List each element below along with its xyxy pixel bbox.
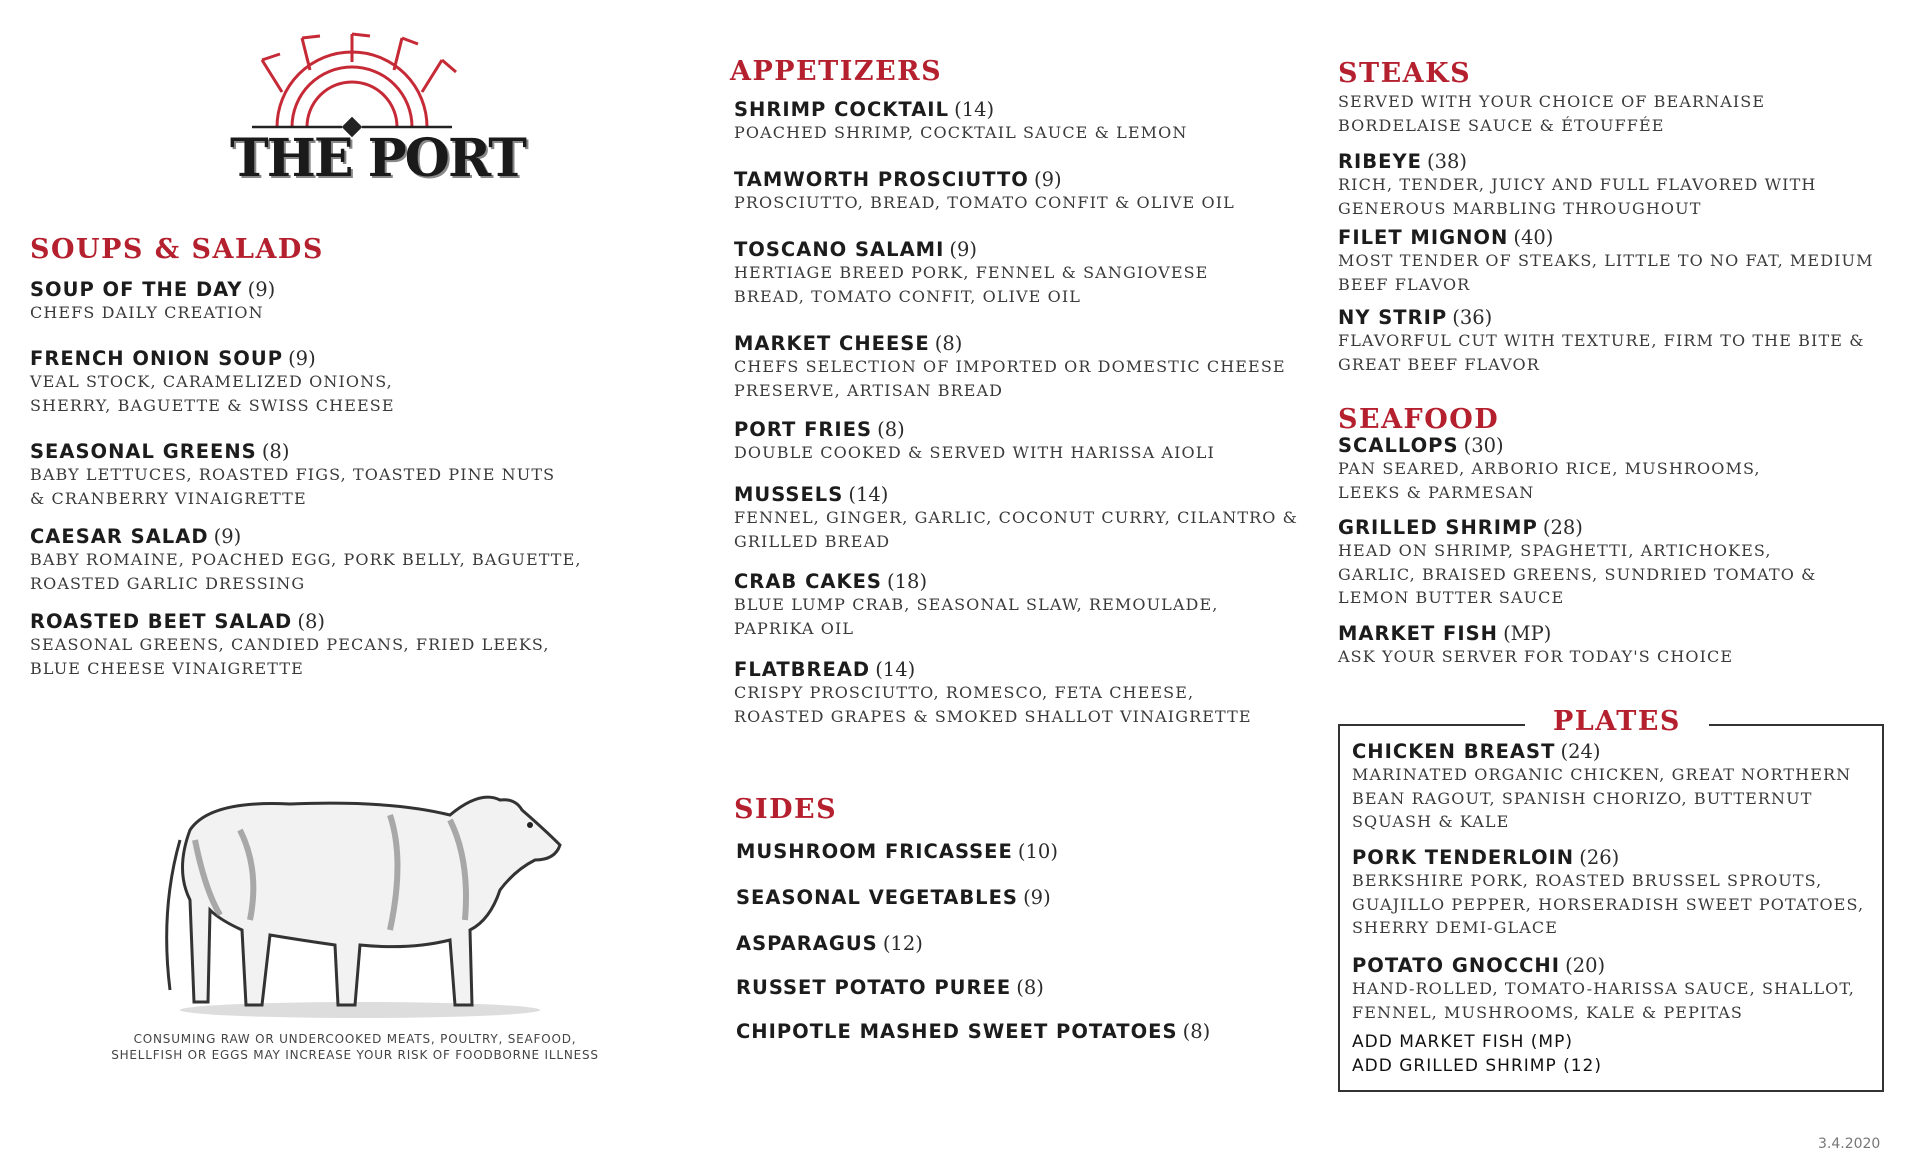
- item-description: [1338, 457, 1761, 504]
- menu-item: [734, 238, 1208, 308]
- item-price: (8): [877, 418, 905, 441]
- item-description-line: BREAD, TOMATO CONFIT, OLIVE OIL: [734, 286, 1082, 306]
- item-description-line: PROSCIUTTO, BREAD, TOMATO CONFIT & OLIVE OIL: [734, 193, 1235, 212]
- item-description-line: BLUE CHEESE VINAIGRETTE: [30, 658, 304, 678]
- item-name: RIBEYE: [1338, 150, 1422, 173]
- item-price: (8): [934, 332, 963, 355]
- logo-text: THE PORT: [230, 128, 525, 189]
- item-price: (8): [297, 610, 325, 633]
- item-description-line: MARINATED ORGANIC CHICKEN, GREAT NORTHERN: [1352, 765, 1852, 784]
- health-disclaimer: [70, 1031, 640, 1063]
- item-price: (8): [1016, 976, 1044, 999]
- item-description-line: DOUBLE COOKED & SERVED WITH HARISSA AIOLI: [734, 443, 1215, 462]
- item-description: [734, 261, 1208, 308]
- menu-item: [736, 932, 923, 955]
- addon-grilled-shrimp: ADD GRILLED SHRIMP (12): [1352, 1056, 1603, 1076]
- item-description: [1352, 977, 1855, 1024]
- item-name: SEASONAL GREENS: [30, 440, 257, 463]
- item-description-line: BEAN RAGOUT, SPANISH CHORIZO, BUTTERNUT: [1352, 788, 1813, 808]
- steaks-intro: [1338, 90, 1765, 137]
- section-title-plates: PLATES: [1553, 706, 1681, 737]
- item-description-line: GENEROUS MARBLING THROUGHOUT: [1338, 198, 1702, 218]
- item-price: (9): [949, 238, 978, 261]
- item-name: SHRIMP COCKTAIL: [734, 98, 949, 121]
- item-description-line: CHEFS SELECTION OF IMPORTED OR DOMESTIC CHEESE: [734, 357, 1286, 376]
- item-description-line: FENNEL, MUSHROOMS, KALE & PEPITAS: [1352, 1002, 1743, 1022]
- item-name: CHIPOTLE MASHED SWEET POTATOES: [736, 1020, 1178, 1043]
- item-name: MARKET FISH: [1338, 622, 1498, 645]
- item-description-line: ROASTED GRAPES & SMOKED SHALLOT VINAIGRETTE: [734, 706, 1252, 726]
- item-description: [30, 548, 582, 595]
- item-description-line: HAND-ROLLED, TOMATO-HARISSA SAUCE, SHALLOT,: [1352, 979, 1855, 998]
- menu-item: [1338, 516, 1816, 610]
- item-price: (40): [1513, 226, 1554, 249]
- item-price: (14): [875, 658, 916, 681]
- item-description-line: SQUASH & KALE: [1352, 812, 1510, 831]
- item-price: (10): [1017, 840, 1058, 863]
- menu-item: [30, 525, 582, 595]
- item-description: [734, 593, 1218, 640]
- menu-item: [30, 440, 555, 510]
- item-description: [1338, 329, 1865, 376]
- disclaimer-line: SHELLFISH OR EGGS MAY INCREASE YOUR RISK OF FOODBORNE ILLNESS: [111, 1048, 599, 1062]
- menu-item: [736, 840, 1058, 863]
- menu-item: [1338, 306, 1865, 376]
- item-description: [734, 191, 1235, 215]
- item-price: (38): [1427, 150, 1468, 173]
- menu-item: [734, 483, 1298, 553]
- item-description-line: ROASTED GARLIC DRESSING: [30, 573, 306, 593]
- item-name: MUSSELS: [734, 483, 844, 506]
- item-description-line: BERKSHIRE PORK, ROASTED BRUSSEL SPROUTS,: [1352, 871, 1823, 890]
- item-description-line: ASK YOUR SERVER FOR TODAY'S CHOICE: [1338, 647, 1734, 666]
- menu-item: [1352, 846, 1864, 940]
- item-description-line: GRILLED BREAD: [734, 531, 891, 551]
- item-name: FLATBREAD: [734, 658, 871, 681]
- item-description-line: GARLIC, BRAISED GREENS, SUNDRIED TOMATO &: [1338, 564, 1817, 584]
- item-price: (18): [887, 570, 928, 593]
- item-description-line: BLUE LUMP CRAB, SEASONAL SLAW, REMOULADE,: [734, 595, 1219, 614]
- item-description-line: SHERRY DEMI-GLACE: [1352, 918, 1559, 937]
- item-description-line: PAPRIKA OIL: [734, 618, 855, 638]
- menu-item: [30, 610, 550, 680]
- item-name: CHICKEN BREAST: [1352, 740, 1556, 763]
- item-price: (24): [1560, 740, 1601, 763]
- cow-illustration: [150, 770, 570, 1024]
- addon-market-fish: ADD MARKET FISH (MP): [1352, 1032, 1573, 1052]
- item-description-line: BABY LETTUCES, ROASTED FIGS, TOASTED PINE NUTS: [30, 465, 556, 484]
- item-name: ROASTED BEET SALAD: [30, 610, 293, 633]
- section-title-steaks: STEAKS: [1338, 58, 1472, 89]
- menu-item: [734, 570, 1218, 640]
- item-price: (36): [1452, 306, 1493, 329]
- item-description: [30, 370, 395, 417]
- steaks-intro-line: SERVED WITH YOUR CHOICE OF BEARNAISE: [1338, 92, 1766, 111]
- item-name: TOSCANO SALAMI: [734, 238, 945, 261]
- item-description-line: CHEFS DAILY CREATION: [30, 303, 264, 322]
- menu-item: [30, 347, 395, 417]
- menu-item: [1338, 434, 1761, 504]
- item-price: (9): [1023, 886, 1051, 909]
- item-description-line: HERTIAGE BREED PORK, FENNEL & SANGIOVESE: [734, 263, 1209, 282]
- menu-item: [1338, 150, 1816, 220]
- item-name: CAESAR SALAD: [30, 525, 209, 548]
- item-name: CRAB CAKES: [734, 570, 882, 593]
- item-description: [1338, 539, 1816, 610]
- menu-item: [734, 332, 1286, 402]
- item-price: (8): [261, 440, 290, 463]
- item-price: (26): [1579, 846, 1620, 869]
- item-description-line: BABY ROMAINE, POACHED EGG, PORK BELLY, BAGUETTE,: [30, 550, 582, 569]
- menu-item: [1352, 740, 1851, 834]
- item-description: [734, 506, 1298, 553]
- item-name: FRENCH ONION SOUP: [30, 347, 283, 370]
- item-description: [734, 355, 1286, 402]
- item-description-line: SHERRY, BAGUETTE & SWISS CHEESE: [30, 395, 395, 415]
- item-description-line: MOST TENDER OF STEAKS, LITTLE TO NO FAT, MEDIUM: [1338, 251, 1874, 270]
- item-description: [1352, 869, 1864, 940]
- item-name: SEASONAL VEGETABLES: [736, 886, 1018, 909]
- steaks-intro-line: BORDELAISE SAUCE & ÉTOUFFÉE: [1338, 115, 1665, 135]
- plates-title-wrap: [1525, 708, 1709, 735]
- item-price: (8): [1182, 1020, 1211, 1043]
- seafood-section: [1338, 406, 1499, 433]
- item-description-line: CRISPY PROSCIUTTO, ROMESCO, FETA CHEESE,: [734, 683, 1195, 702]
- disclaimer-line: CONSUMING RAW OR UNDERCOOKED MEATS, POULTRY, SEAFOOD,: [133, 1032, 577, 1046]
- item-description-line: HEAD ON SHRIMP, SPAGHETTI, ARTICHOKES,: [1338, 541, 1772, 560]
- item-price: (20): [1565, 954, 1606, 977]
- item-description-line: GREAT BEEF FLAVOR: [1338, 354, 1540, 374]
- item-name: MARKET CHEESE: [734, 332, 930, 355]
- section-title-appetizers: APPETIZERS: [730, 56, 943, 87]
- item-description: [1338, 173, 1816, 220]
- item-price: (9): [247, 278, 276, 301]
- item-price: (9): [1033, 168, 1062, 191]
- section-title-sides: SIDES: [734, 794, 838, 825]
- menu-item: [736, 976, 1044, 999]
- item-description-line: LEEKS & PARMESAN: [1338, 482, 1535, 502]
- item-description: [734, 441, 1215, 465]
- item-description-line: LEMON BUTTER SAUCE: [1338, 588, 1565, 607]
- item-name: RUSSET POTATO PUREE: [736, 976, 1012, 999]
- item-name: NY STRIP: [1338, 306, 1448, 329]
- item-name: ASPARAGUS: [736, 932, 878, 955]
- section-title-seafood: SEAFOOD: [1338, 404, 1500, 435]
- item-description-line: RICH, TENDER, JUICY AND FULL FLAVORED WITH: [1338, 175, 1817, 194]
- bull-icon: [150, 770, 570, 1020]
- item-description: [1352, 763, 1851, 834]
- item-name: GRILLED SHRIMP: [1338, 516, 1538, 539]
- item-price: (14): [848, 483, 889, 506]
- item-description-line: SEASONAL GREENS, CANDIED PECANS, FRIED LEEKS,: [30, 635, 550, 654]
- item-description: [30, 633, 550, 680]
- sides-section: [734, 796, 837, 823]
- item-name: FILET MIGNON: [1338, 226, 1509, 249]
- item-price: (12): [882, 932, 923, 955]
- item-price: (9): [288, 347, 316, 370]
- item-name: POTATO GNOCCHI: [1352, 954, 1561, 977]
- plates-addons: [1352, 1030, 1602, 1078]
- item-description-line: BEEF FLAVOR: [1338, 274, 1471, 294]
- appetizers-section: [730, 58, 942, 85]
- menu-date: 3.4.2020: [1818, 1136, 1881, 1152]
- menu-item: [736, 886, 1051, 909]
- item-description: [1338, 249, 1874, 296]
- item-description-line: GUAJILLO PEPPER, HORSERADISH SWEET POTATOES,: [1352, 894, 1865, 914]
- menu-item: [1338, 226, 1874, 296]
- item-description-line: POACHED SHRIMP, COCKTAIL SAUCE & LEMON: [734, 123, 1188, 142]
- item-description: [30, 301, 275, 325]
- item-description-line: FLAVORFUL CUT WITH TEXTURE, FIRM TO THE BITE &: [1338, 331, 1865, 350]
- item-description: [30, 463, 555, 510]
- item-name: PORT FRIES: [734, 418, 873, 441]
- menu-item: [736, 1020, 1210, 1043]
- menu-item: [734, 98, 1187, 145]
- item-name: PORK TENDERLOIN: [1352, 846, 1575, 869]
- menu-item: [30, 278, 275, 325]
- menu-item: [1338, 622, 1733, 669]
- item-price: (30): [1463, 434, 1504, 457]
- item-name: SCALLOPS: [1338, 434, 1459, 457]
- item-price: (28): [1542, 516, 1583, 539]
- item-name: SOUP OF THE DAY: [30, 278, 243, 301]
- item-description: [734, 121, 1187, 145]
- item-description-line: FENNEL, GINGER, GARLIC, COCONUT CURRY, CILANTRO &: [734, 508, 1298, 527]
- item-price: (14): [954, 98, 995, 121]
- item-description-line: PAN SEARED, ARBORIO RICE, MUSHROOMS,: [1338, 459, 1761, 478]
- item-name: MUSHROOM FRICASSEE: [736, 840, 1013, 863]
- menu-item: [734, 418, 1215, 465]
- item-description-line: PRESERVE, ARTISAN BREAD: [734, 380, 1004, 400]
- soups-salads-section: [30, 236, 324, 263]
- item-description: [734, 681, 1252, 728]
- item-name: TAMWORTH PROSCIUTTO: [734, 168, 1029, 191]
- menu-item: [734, 658, 1252, 728]
- item-description-line: & CRANBERRY VINAIGRETTE: [30, 488, 307, 508]
- item-price: (9): [213, 525, 242, 548]
- logo: [222, 32, 525, 192]
- item-description: [1338, 645, 1733, 669]
- section-title-soups-salads: SOUPS & SALADS: [30, 234, 324, 265]
- item-description-line: VEAL STOCK, CARAMELIZED ONIONS,: [30, 372, 393, 391]
- item-price: (MP): [1503, 622, 1552, 645]
- steaks-section: [1338, 60, 1765, 137]
- menu-item: [734, 168, 1235, 215]
- menu-item: [1352, 954, 1855, 1024]
